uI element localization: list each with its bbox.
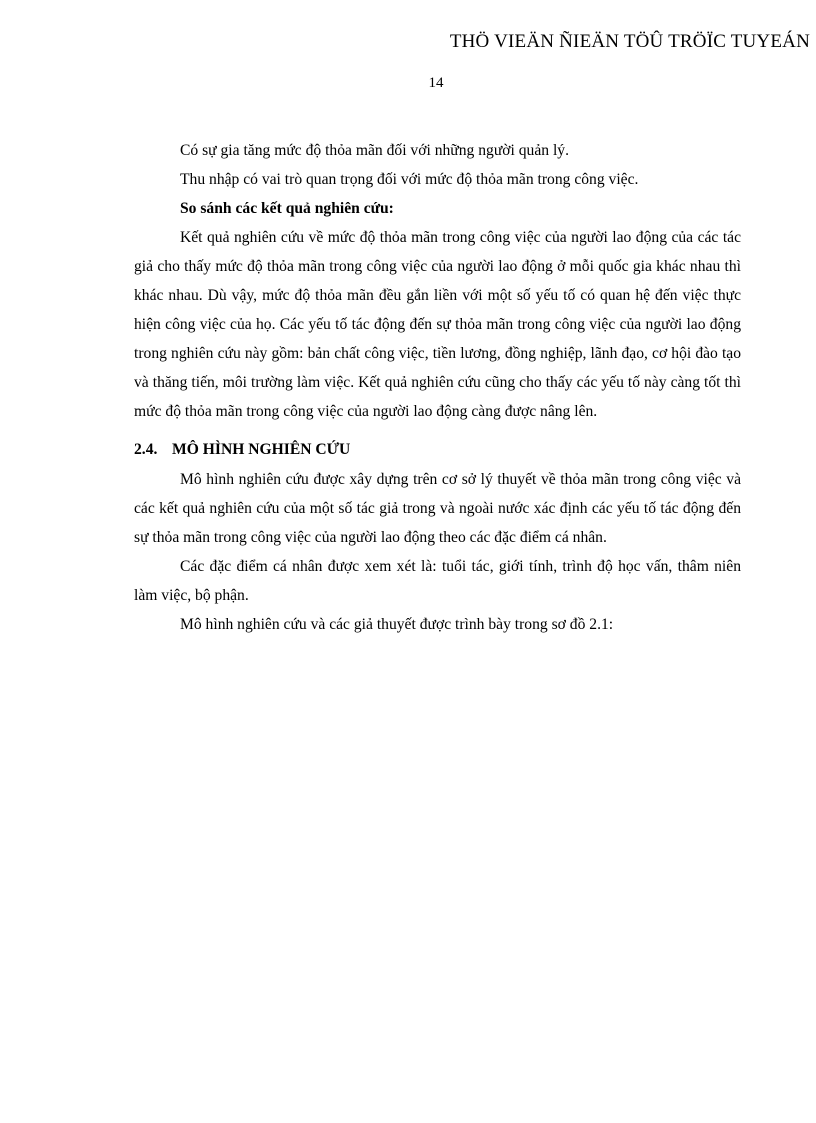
paragraph-personal-characteristics: Các đặc điểm cá nhân được xem xét là: tuổi tác, giới tính, trình độ học vấn, thâm niên làm việc, bộ phận. (134, 558, 741, 604)
paragraph-2: Thu nhập có vai trò quan trọng đối với mức độ thỏa mãn trong công việc. (180, 171, 639, 188)
section-number: 2.4. (134, 441, 158, 458)
section-heading (134, 435, 741, 464)
document-body (134, 136, 741, 639)
paragraph-comparison: Kết quả nghiên cứu về mức độ thỏa mãn trong công việc của người lao động của các tác giả cho thấy mức độ thỏa mãn trong công việc của người lao động ở mỗi quốc gia khác nhau thì khác nhau. Dù vậy, mức độ thỏa mãn đều gắn liền với một số yếu tố có quan hệ đến việc thực hiện công việc của họ. Các yếu tố tác động đến sự thỏa mãn trong công việc của người lao động trong nghiên cứu này gồm: bản chất công việc, tiền lương, đồng nghiệp, lãnh đạo, cơ hội đào tạo và thăng tiến, môi trường làm việc. Kết quả nghiên cứu cũng cho thấy các yếu tố này càng tốt thì mức độ thỏa mãn trong công việc của người lao động càng được nâng lên. (134, 229, 741, 420)
page-number: 14 (428, 75, 444, 91)
paragraph-1: Có sự gia tăng mức độ thỏa mãn đối với những người quản lý. (180, 142, 569, 159)
running-header: THÖ VIEÄN ÑIEÄN TÖÛ TRÖÏC TUYEÁN (449, 31, 810, 52)
section-title: MÔ HÌNH NGHIÊN CỨU (172, 441, 351, 458)
paragraph-model-description: Mô hình nghiên cứu được xây dựng trên cơ sở lý thuyết về thỏa mãn trong công việc và các kết quả nghiên cứu của một số tác giả trong và ngoài nước xác định các yếu tố tác động đến sự thỏa mãn trong công việc của người lao động theo các đặc điểm cá nhân. (134, 471, 741, 546)
subheading-comparison: So sánh các kết quả nghiên cứu: (180, 200, 394, 217)
paragraph-diagram-reference: Mô hình nghiên cứu và các giả thuyết được trình bày trong sơ đồ 2.1: (180, 616, 614, 633)
